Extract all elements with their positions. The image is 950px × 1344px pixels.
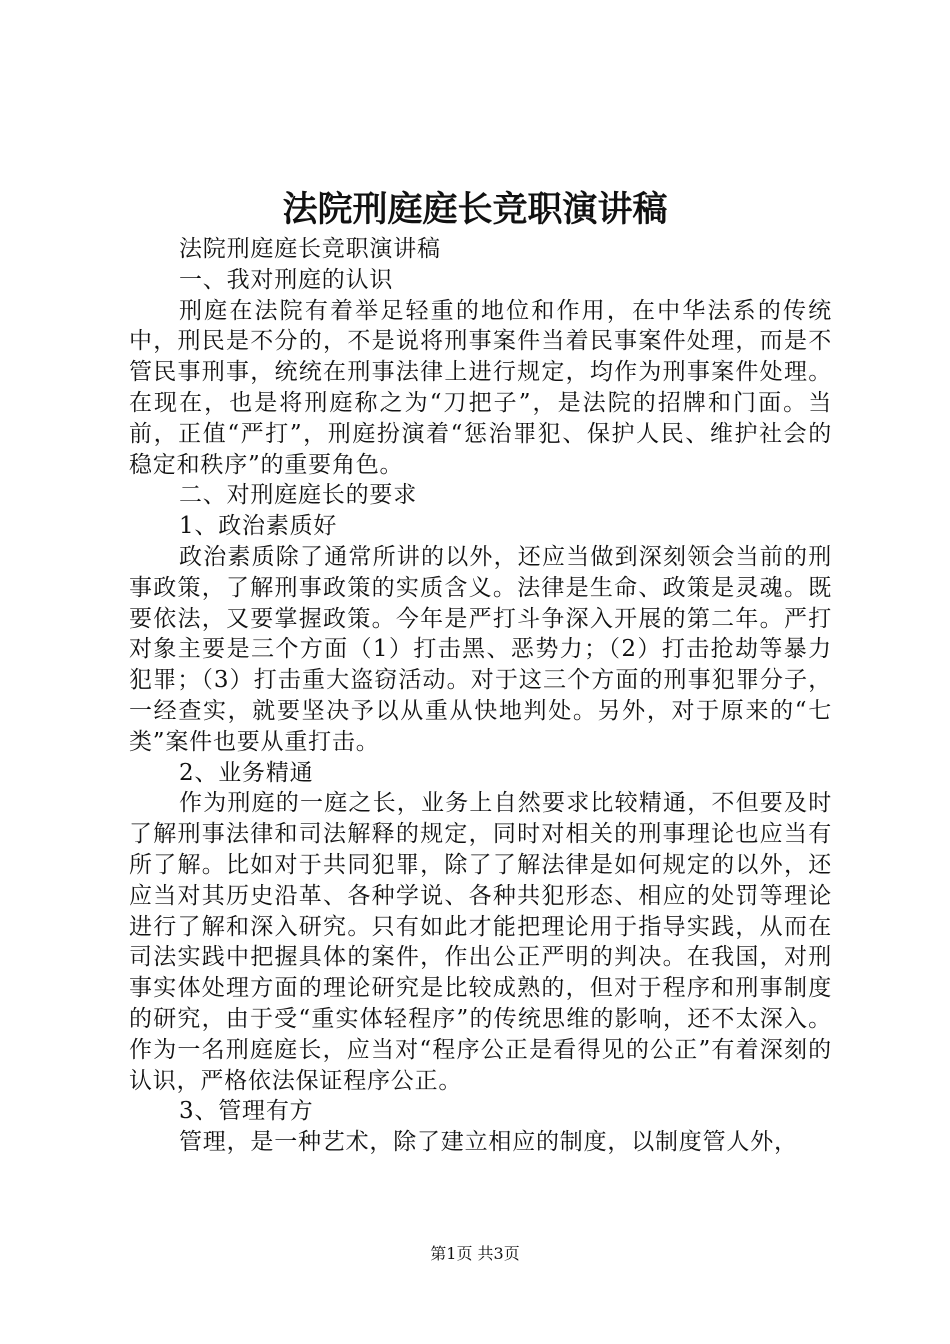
paragraph: 政治素质除了通常所讲的以外，还应当做到深刻领会当前的刑事政策，了解刑事政策的实质含义。法律是生命、政策是灵魂。既要依法，又要掌握政策。今年是严打斗争深入开展的第二年。严打对象主要是三个方面（1）打击黑、恶势力；（2）打击抢劫等暴力犯罪；（3）打击重大盗窃活动。对于这三个方面的刑事犯罪分子，一经查实，就要坚决予以从重从快地判处。另外，对于原来的“七类”案件也要从重打击。 — [129, 543, 832, 755]
paragraph-subtitle: 法院刑庭庭长竞职演讲稿 — [179, 236, 441, 262]
document-title: 法院刑庭庭长竞职演讲稿 — [282, 189, 668, 230]
section-heading-1: 一、我对刑庭的认识 — [179, 266, 394, 293]
paragraph: 刑庭在法院有着举足轻重的地位和作用，在中华法系的传统中，刑民是不分的，不是说将刑事案件当着民事案件处理，而是不管民事刑事，统统在刑事法律上进行规定，均作为刑事案件处理。在现在，也是将刑庭称之为“刀把子”，是法院的招牌和门面。当前，正值“严打”，刑庭扮演着“惩治罪犯、保护人民、维护社会的稳定和秩序”的重要角色。 — [129, 297, 832, 478]
subsection-heading-2: 2、业务精通 — [179, 759, 314, 786]
paragraph: 管理，是一种艺术，除了建立相应的制度，以制度管人外， — [179, 1129, 798, 1156]
page-footer: 第1页 共3页 — [430, 1244, 520, 1263]
section-heading-2: 二、对刑庭庭长的要求 — [179, 482, 417, 509]
subsection-heading-3: 3、管理有方 — [179, 1098, 314, 1125]
document-body — [129, 234, 832, 1158]
subsection-heading-1: 1、政治素质好 — [179, 513, 338, 540]
paragraph: 作为刑庭的一庭之长，业务上自然要求比较精通，不但要及时了解刑事法律和司法解释的规定，同时对相关的刑事理论也应当有所了解。比如对于共同犯罪，除了了解法律是如何规定的以外，还应当对其历史沿革、各种学说、各种共犯形态、相应的处罚等理论进行了解和深入研究。只有如此才能把理论用于指导实践，从而在司法实践中把握具体的案件，作出公正严明的判决。在我国，对刑事实体处理方面的理论研究是比较成熟的，但对于程序和刑事制度的研究，由于受“重实体轻程序”的传统思维的影响，还不太深入。作为一名刑庭庭长，应当对“程序公正是看得见的公正”有着深刻的认识，严格依法保证程序公正。 — [129, 790, 832, 1094]
